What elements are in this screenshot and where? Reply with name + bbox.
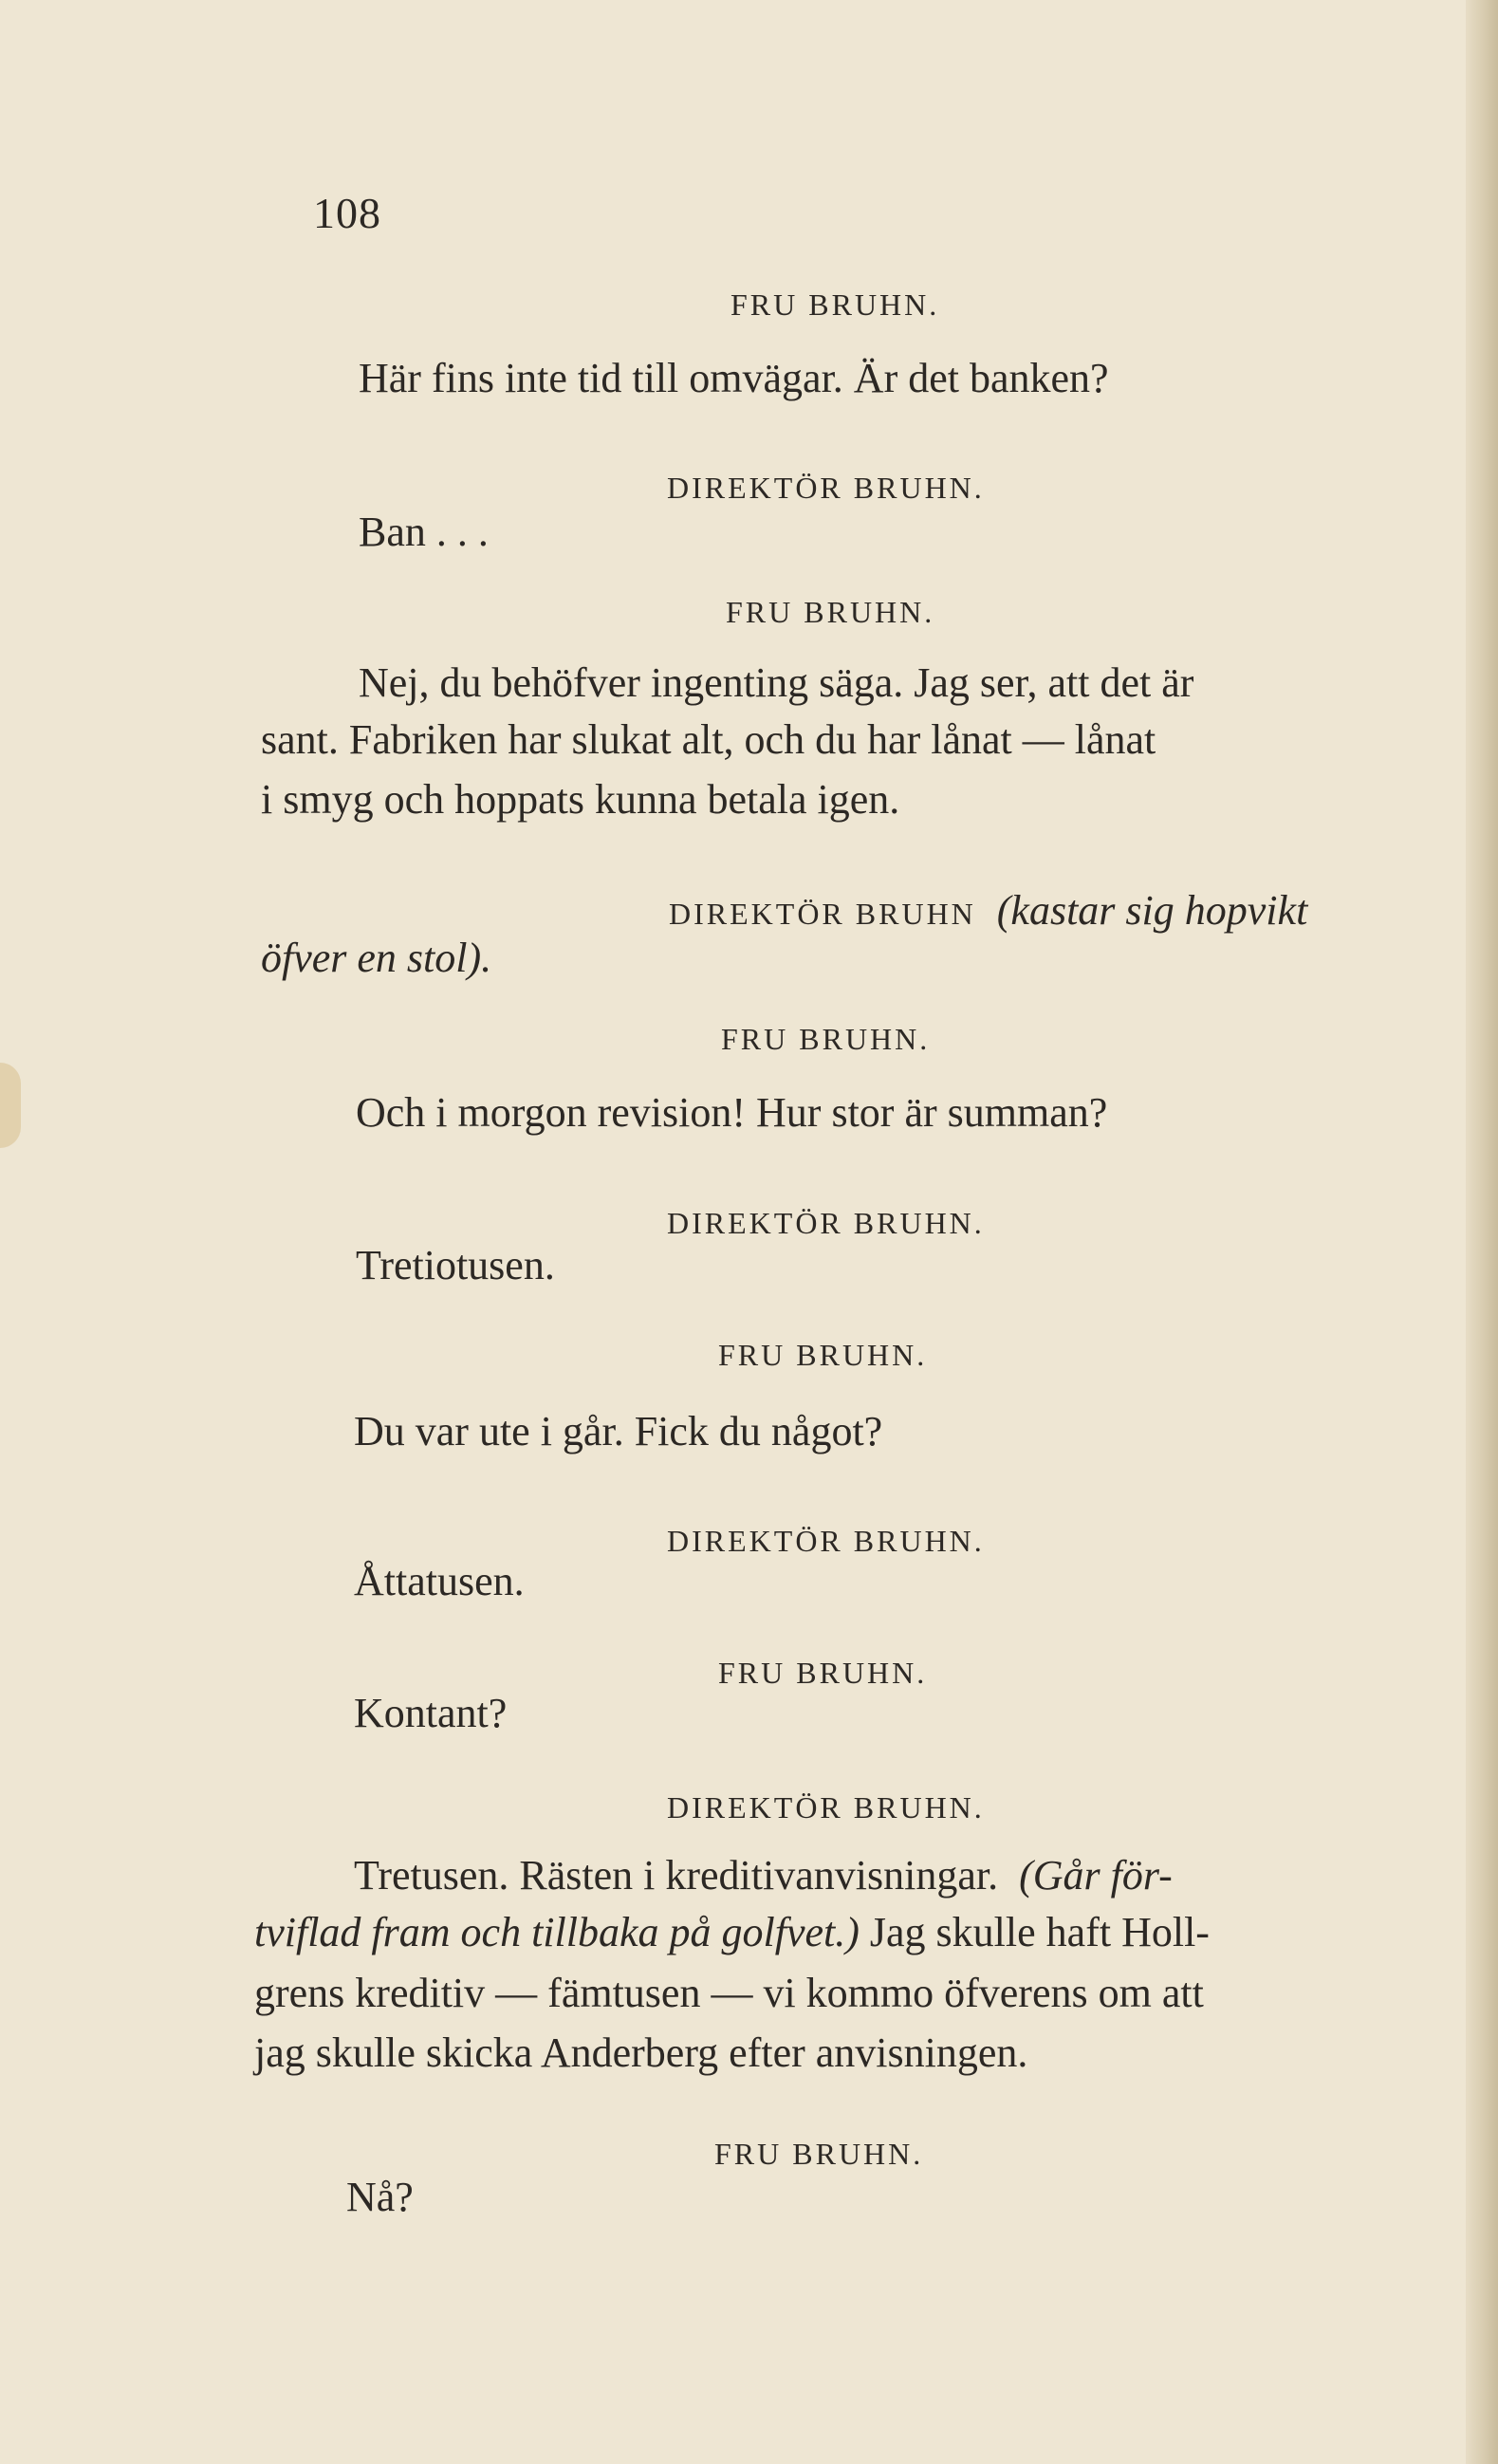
speech-line: Och i morgon revision! Hur stor är summan? xyxy=(356,1089,1108,1136)
speech-line: grens kreditiv — fämtusen — vi kommo öfverens om att xyxy=(254,1970,1204,2016)
speech-line: Nej, du behöfver ingenting säga. Jag ser, att det är xyxy=(359,659,1194,706)
page-number: 108 xyxy=(313,189,381,237)
speaker-label: DIREKTÖR BRUHN. xyxy=(667,471,985,505)
speaker-label: DIREKTÖR BRUHN. xyxy=(667,1206,985,1240)
page-stain xyxy=(0,1063,21,1148)
speaker-label: FRU BRUHN. xyxy=(714,2137,924,2171)
speech-line: Åttatusen. xyxy=(354,1558,525,1604)
speaker-label: DIREKTÖR BRUHN. xyxy=(667,1524,985,1558)
stage-direction: tviflad fram och tillbaka på golfvet.) xyxy=(254,1909,860,1955)
speaker-with-stage-direction xyxy=(669,886,1307,935)
page-edge-shadow xyxy=(1466,0,1498,2464)
speech-text: Jag skulle haft Holl- xyxy=(869,1909,1210,1955)
speech-line xyxy=(354,1851,1173,1899)
speaker-label: DIREKTÖR BRUHN. xyxy=(667,1790,985,1825)
speaker-label: FRU BRUHN. xyxy=(718,1656,928,1690)
speech-line: i smyg och hoppats kunna betala igen. xyxy=(261,776,900,823)
speech-line: Tretiotusen. xyxy=(356,1242,555,1288)
stage-direction: (kastar sig hopvikt xyxy=(996,887,1308,934)
speech-text: Tretusen. Rästen i kreditivanvisningar. xyxy=(354,1852,999,1899)
stage-direction: öfver en stol). xyxy=(261,935,492,981)
speech-line: sant. Fabriken har slukat alt, och du har lånat — lånat xyxy=(261,716,1156,763)
speech-line: Ban . . . xyxy=(359,509,489,555)
speaker-label: FRU BRUHN. xyxy=(718,1338,928,1372)
speaker-label: DIREKTÖR BRUHN xyxy=(669,897,976,931)
speech-line: Du var ute i går. Fick du något? xyxy=(354,1408,883,1454)
stage-direction: (Går för- xyxy=(1019,1852,1173,1899)
speech-line: Här fins inte tid till omvägar. Är det banken? xyxy=(359,355,1109,401)
speaker-label: FRU BRUHN. xyxy=(721,1022,931,1056)
speaker-label: FRU BRUHN. xyxy=(731,287,940,322)
speech-line: jag skulle skicka Anderberg efter anvisningen. xyxy=(254,2029,1028,2076)
speech-line: Nå? xyxy=(346,2174,414,2220)
speaker-label: FRU BRUHN. xyxy=(726,595,935,629)
speech-line xyxy=(254,1908,1210,1956)
speech-line: Kontant? xyxy=(354,1690,508,1736)
